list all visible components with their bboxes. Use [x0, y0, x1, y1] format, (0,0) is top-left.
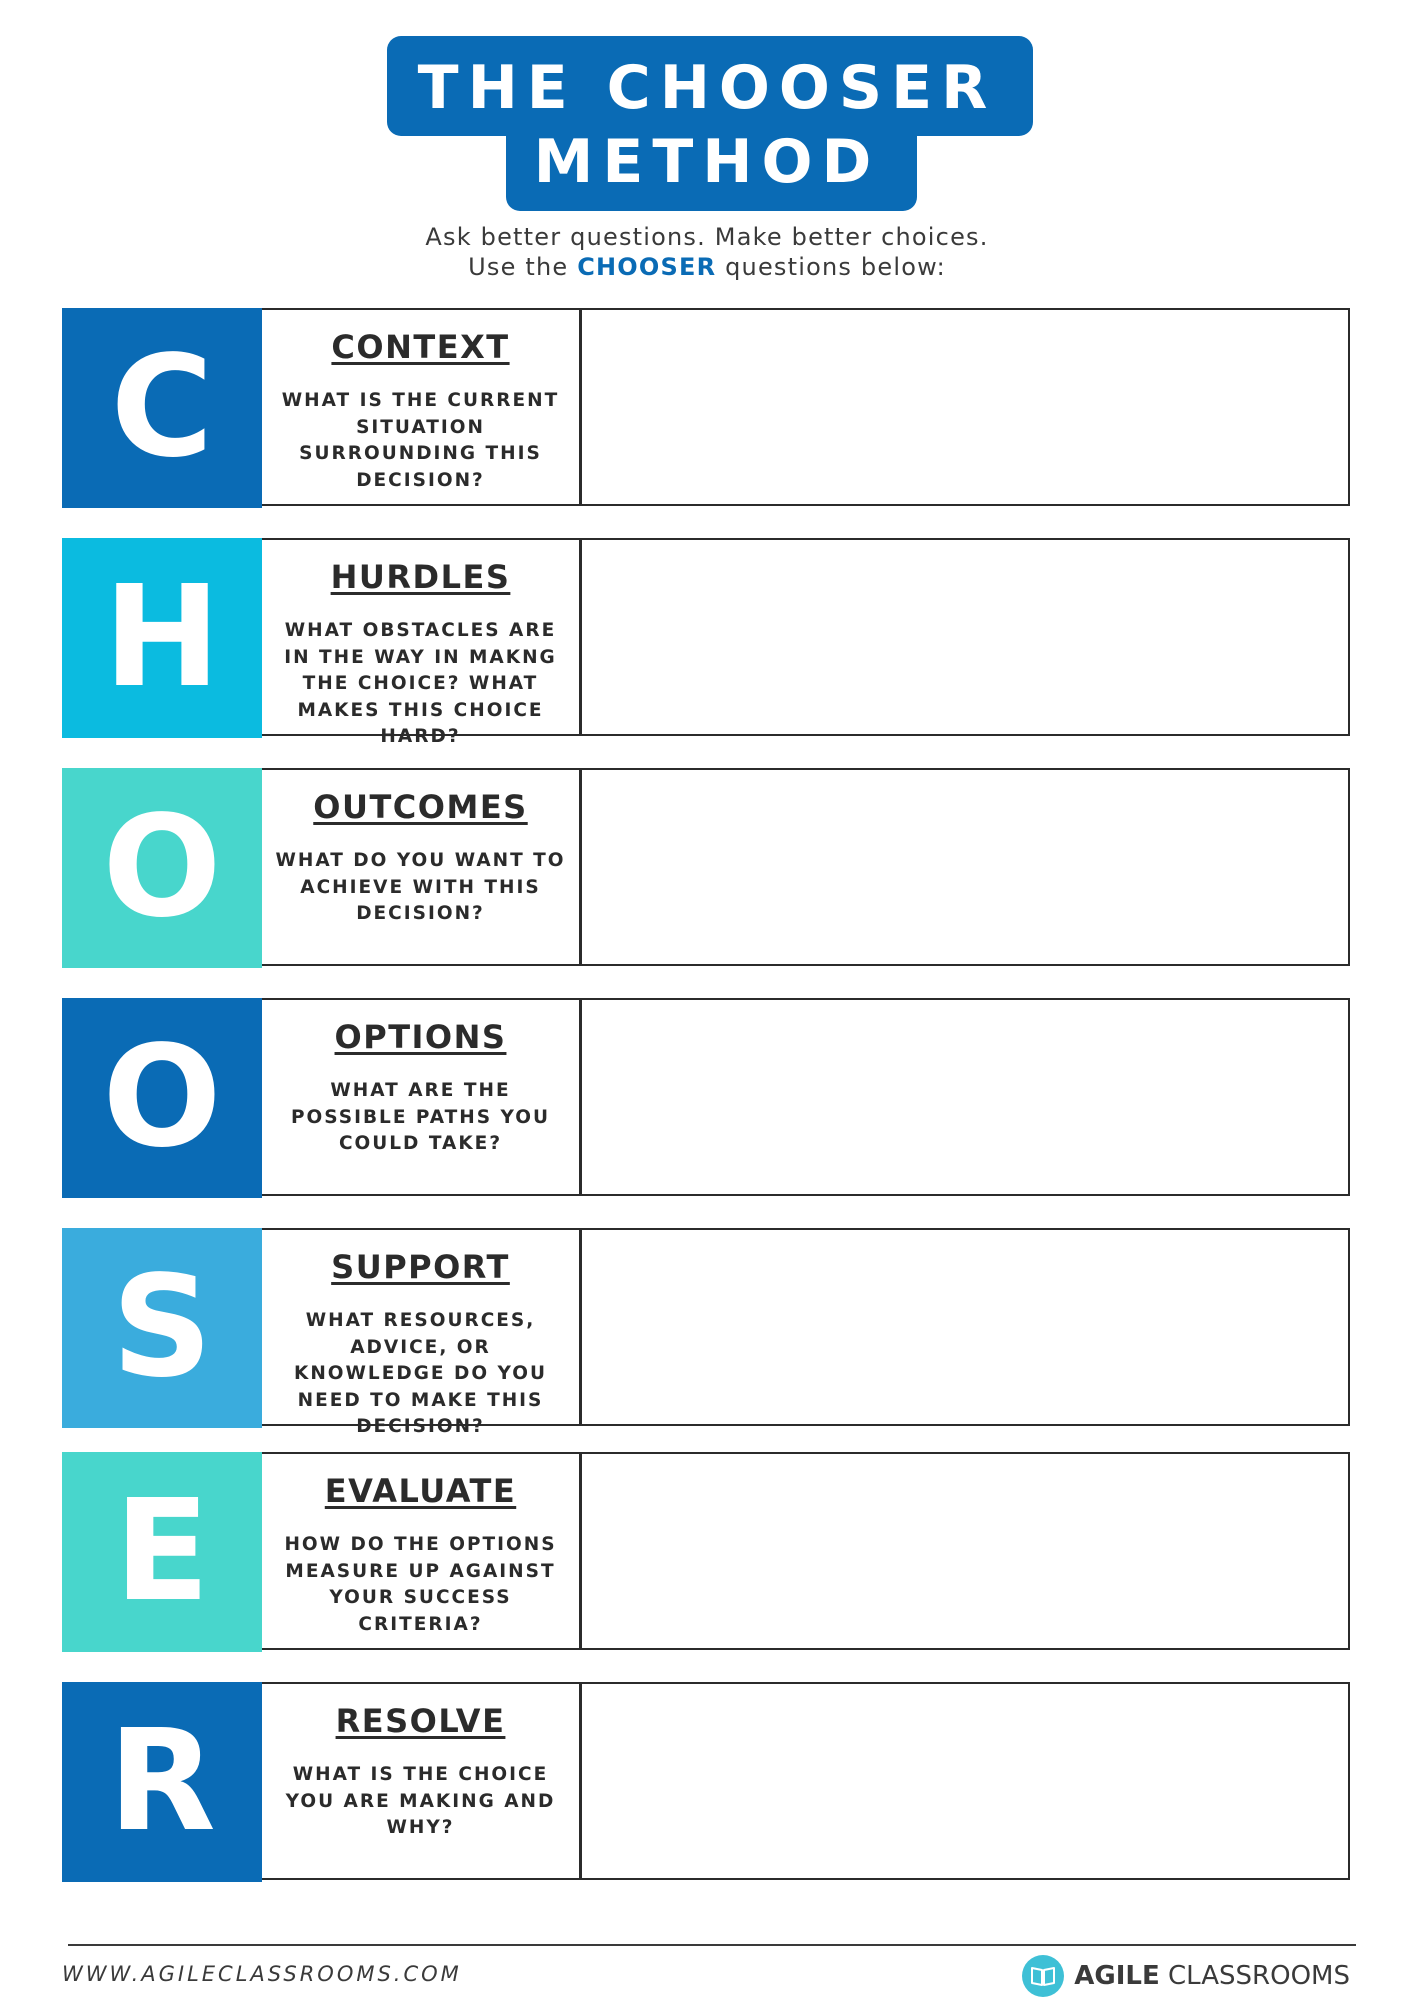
open-book-icon-svg: [1030, 1965, 1056, 1987]
row-question: WHAT ARE THE POSSIBLE PATHS YOU COULD TAKE?: [290, 1080, 551, 1154]
row-heading: HURDLES: [330, 558, 511, 596]
chooser-row-resolve: [62, 1682, 1350, 1882]
answer-field[interactable]: [582, 768, 1350, 966]
letter-block: [62, 768, 262, 968]
open-book-icon: [1022, 1955, 1064, 1997]
subtitle-suffix: questions below:: [716, 253, 946, 281]
answer-field[interactable]: [582, 998, 1350, 1196]
title-banner: [0, 36, 1414, 211]
brand-name-regular: CLASSROOMS: [1159, 1961, 1350, 1991]
footer-divider: [68, 1944, 1356, 1946]
chooser-row-options: [62, 998, 1350, 1198]
answer-field[interactable]: [582, 1452, 1350, 1650]
row-question: HOW DO THE OPTIONS MEASURE UP AGAINST YOUR SUCCESS CRITERIA?: [284, 1534, 557, 1635]
letter: O: [102, 786, 222, 949]
brand-name: [1074, 1961, 1350, 1991]
row-heading: SUPPORT: [331, 1248, 510, 1286]
page-title-line-2: METHOD: [533, 127, 881, 197]
letter: H: [103, 556, 221, 719]
answer-field[interactable]: [582, 308, 1350, 506]
letter: S: [111, 1246, 213, 1409]
chooser-row-hurdles: [62, 538, 1350, 747]
answer-field[interactable]: [582, 1228, 1350, 1426]
page-title-line-1: THE CHOOSER: [417, 53, 997, 123]
row-question: WHAT OBSTACLES ARE IN THE WAY IN MAKNG THE CHOICE? WHAT MAKES THIS CHOICE HARD?: [284, 620, 557, 747]
label-cell: [262, 768, 582, 966]
row-heading: CONTEXT: [331, 328, 510, 366]
row-heading: RESOLVE: [335, 1702, 506, 1740]
letter-block: [62, 1452, 262, 1652]
label-cell: [262, 1228, 582, 1437]
row-heading: OPTIONS: [334, 1018, 507, 1056]
letter-block: [62, 538, 262, 738]
subtitle-line-2: [0, 252, 1414, 282]
letter-block: [62, 1682, 262, 1882]
row-question: WHAT DO YOU WANT TO ACHIEVE WITH THIS DECISION?: [275, 850, 566, 924]
chooser-row-context: [62, 308, 1350, 508]
row-question: WHAT IS THE CURRENT SITUATION SURROUNDING THIS DECISION?: [281, 390, 560, 491]
label-cell: [262, 308, 582, 506]
answer-field[interactable]: [582, 538, 1350, 736]
chooser-row-support: [62, 1228, 1350, 1437]
subtitle: [0, 222, 1414, 282]
letter: E: [114, 1470, 210, 1633]
chooser-row-outcomes: [62, 768, 1350, 968]
letter-block: [62, 308, 262, 508]
brand-name-bold: AGILE: [1074, 1961, 1160, 1991]
label-cell: [262, 538, 582, 747]
label-cell: [262, 1682, 582, 1880]
row-question: WHAT RESOURCES, ADVICE, OR KNOWLEDGE DO YOU NEED TO MAKE THIS DECISION?: [293, 1310, 547, 1437]
letter: R: [108, 1700, 216, 1863]
label-cell: [262, 1452, 582, 1650]
subtitle-line-1: Ask better questions. Make better choices.: [425, 223, 989, 251]
label-cell: [262, 998, 582, 1196]
letter-block: [62, 998, 262, 1198]
footer-url[interactable]: WWW.AGILECLASSROOMS.COM: [62, 1962, 462, 1986]
row-question: WHAT IS THE CHOICE YOU ARE MAKING AND WHY?: [285, 1764, 556, 1838]
footer-brand-logo: [1022, 1955, 1350, 1997]
subtitle-prefix: Use the: [468, 253, 578, 281]
subtitle-accent: CHOOSER: [577, 253, 717, 281]
answer-field[interactable]: [582, 1682, 1350, 1880]
chooser-row-evaluate: [62, 1452, 1350, 1652]
letter: C: [110, 326, 214, 489]
letter-block: [62, 1228, 262, 1428]
row-heading: OUTCOMES: [313, 788, 528, 826]
letter: O: [102, 1016, 222, 1179]
row-heading: EVALUATE: [324, 1472, 517, 1510]
